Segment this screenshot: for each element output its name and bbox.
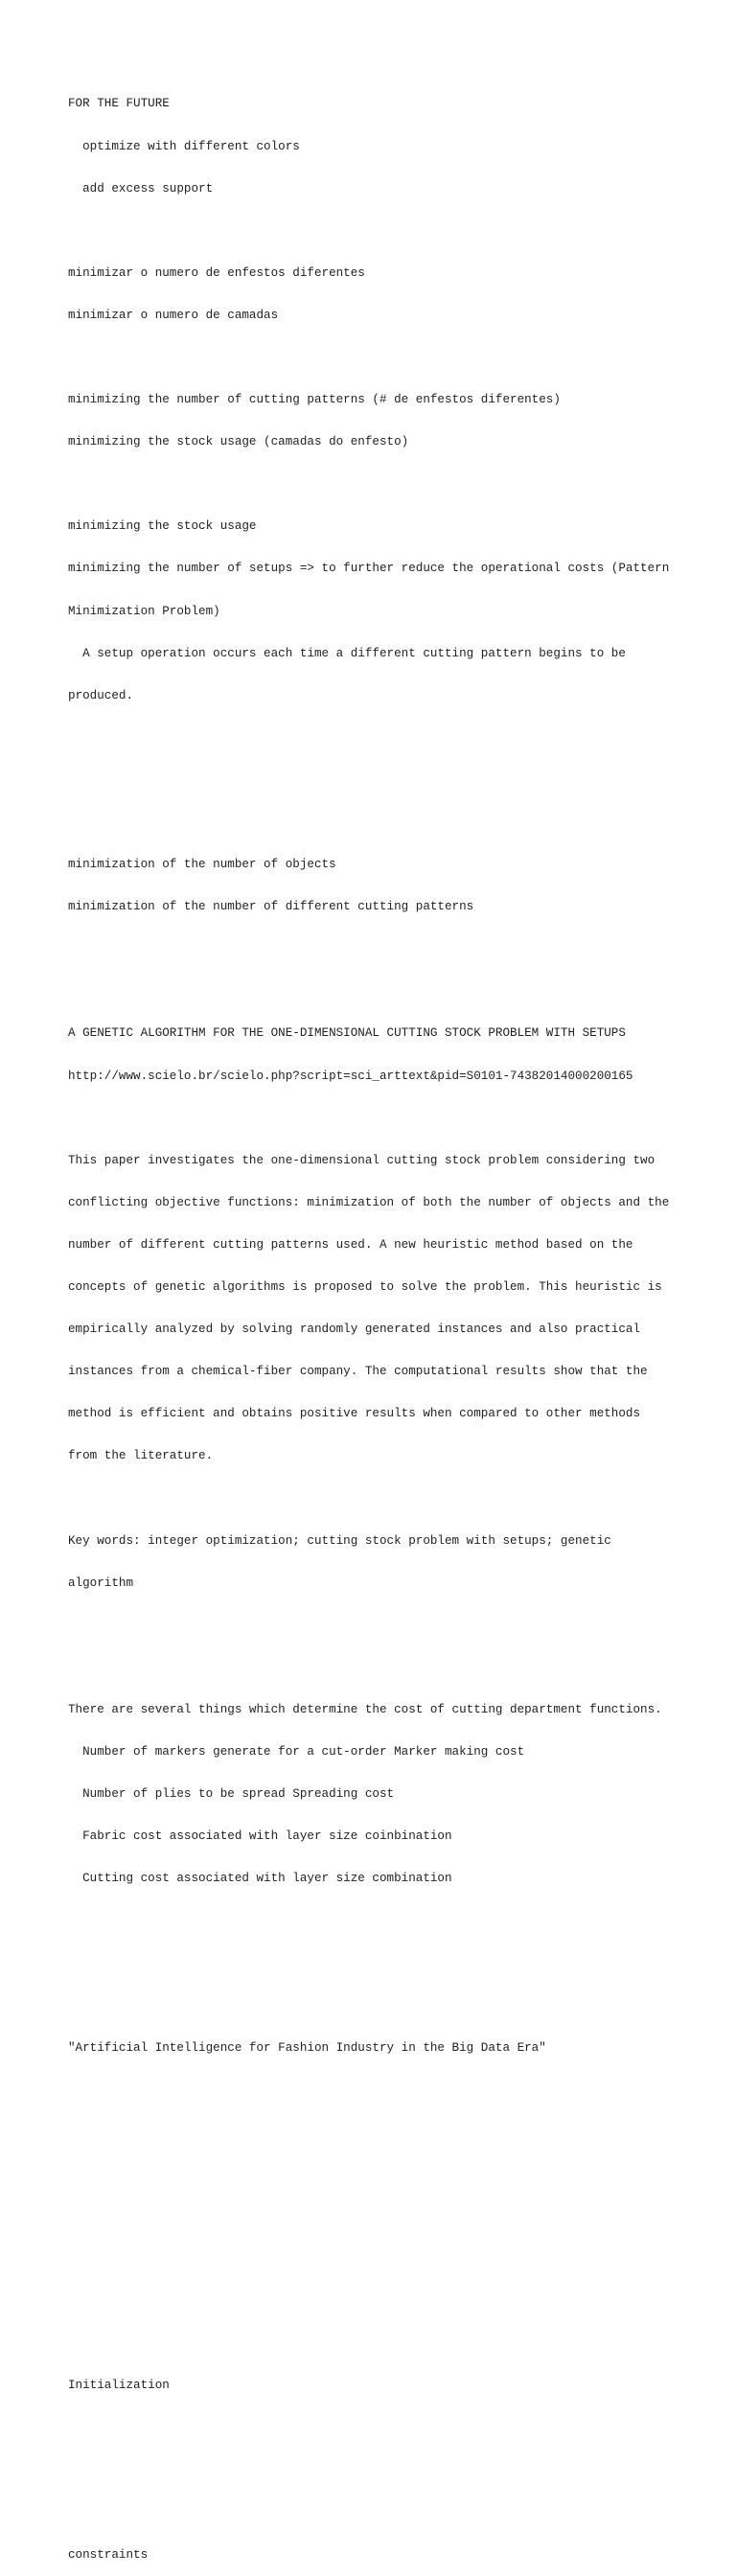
abstract-line: empirically analyzed by solving randomly generated instances and also practical	[68, 1322, 641, 1337]
text-line: add excess support	[68, 181, 214, 196]
abstract-line: from the literature.	[68, 1449, 214, 1463]
text-line: Fabric cost associated with layer size coinbination	[68, 1829, 452, 1844]
blank-line	[68, 2464, 681, 2478]
blank-line	[68, 1112, 681, 1126]
quoted-title: "Artificial Intelligence for Fashion Industry in the Big Data Era"	[68, 2040, 546, 2055]
blank-line	[68, 984, 681, 999]
text-line: minimizing the number of cutting patterns (# de enfestos diferentes)	[68, 393, 561, 407]
abstract-line: number of different cutting patterns used. A new heuristic method based on the	[68, 1237, 633, 1252]
blank-line	[68, 1999, 681, 2013]
text-line: FOR THE FUTURE	[68, 97, 170, 111]
blank-line	[68, 2168, 681, 2182]
blank-line	[68, 351, 681, 365]
blank-line	[68, 1619, 681, 1633]
text-line: There are several things which determine the cost of cutting department functions.	[68, 1702, 662, 1716]
text-line: Minimization Problem)	[68, 604, 220, 618]
text-line: minimizing the number of setups => to further reduce the operational costs (Pattern	[68, 562, 670, 576]
section-heading-initialization: Initialization	[68, 2379, 170, 2393]
text-line: Cutting cost associated with layer size combination	[68, 1872, 452, 1886]
blank-line	[68, 2083, 681, 2098]
abstract-line: conflicting objective functions: minimization of both the number of objects and the	[68, 1195, 670, 1209]
blank-line	[68, 773, 681, 788]
blank-line	[68, 2422, 681, 2436]
blank-line	[68, 477, 681, 492]
blank-line	[68, 731, 681, 746]
paper-title: A GENETIC ALGORITHM FOR THE ONE-DIMENSIONAL CUTTING STOCK PROBLEM WITH SETUPS	[68, 1026, 626, 1041]
blank-line	[68, 2506, 681, 2520]
paper-url: http://www.scielo.br/scielo.php?script=sci_arttext&pid=S0101-74382014000200165	[68, 1069, 633, 1083]
text-line: minimizar o numero de camadas	[68, 308, 279, 322]
abstract-line: concepts of genetic algorithms is proposed to solve the problem. This heuristic is	[68, 1280, 662, 1295]
blank-line	[68, 2294, 681, 2309]
abstract-line: method is efficient and obtains positive results when compared to other methods	[68, 1407, 641, 1421]
blank-line	[68, 1957, 681, 1971]
text-line: minimizing the stock usage (camadas do enfesto)	[68, 435, 409, 449]
abstract-line: instances from a chemical-fiber company. The computational results show that the	[68, 1365, 648, 1379]
keywords-line: Key words: integer optimization; cutting stock problem with setups; genetic	[68, 1533, 611, 1548]
text-line: minimizing the stock usage	[68, 519, 257, 534]
text-line: minimizar o numero de enfestos diferentes	[68, 265, 365, 280]
document-body	[68, 69, 681, 2576]
text-line: optimize with different colors	[68, 139, 300, 153]
text-line: Number of markers generate for a cut-order Marker making cost	[68, 1745, 525, 1760]
text-line: A setup operation occurs each time a different cutting pattern begins to be	[68, 646, 626, 660]
text-line: minimization of the number of different cutting patterns	[68, 900, 474, 914]
blank-line	[68, 816, 681, 830]
blank-line	[68, 1914, 681, 1928]
text-line: Number of plies to be spread Spreading cost	[68, 1787, 395, 1802]
blank-line	[68, 1492, 681, 1506]
text-line: minimization of the number of objects	[68, 858, 336, 872]
blank-line	[68, 2252, 681, 2266]
blank-line	[68, 1661, 681, 1675]
section-heading-constraints: constraints	[68, 2547, 149, 2562]
blank-line	[68, 2126, 681, 2140]
blank-line	[68, 942, 681, 956]
blank-line	[68, 2210, 681, 2224]
abstract-line: This paper investigates the one-dimensional cutting stock problem considering two	[68, 1153, 656, 1167]
blank-line	[68, 2336, 681, 2351]
text-line: produced.	[68, 688, 134, 702]
keywords-line: algorithm	[68, 1576, 134, 1590]
blank-line	[68, 224, 681, 239]
